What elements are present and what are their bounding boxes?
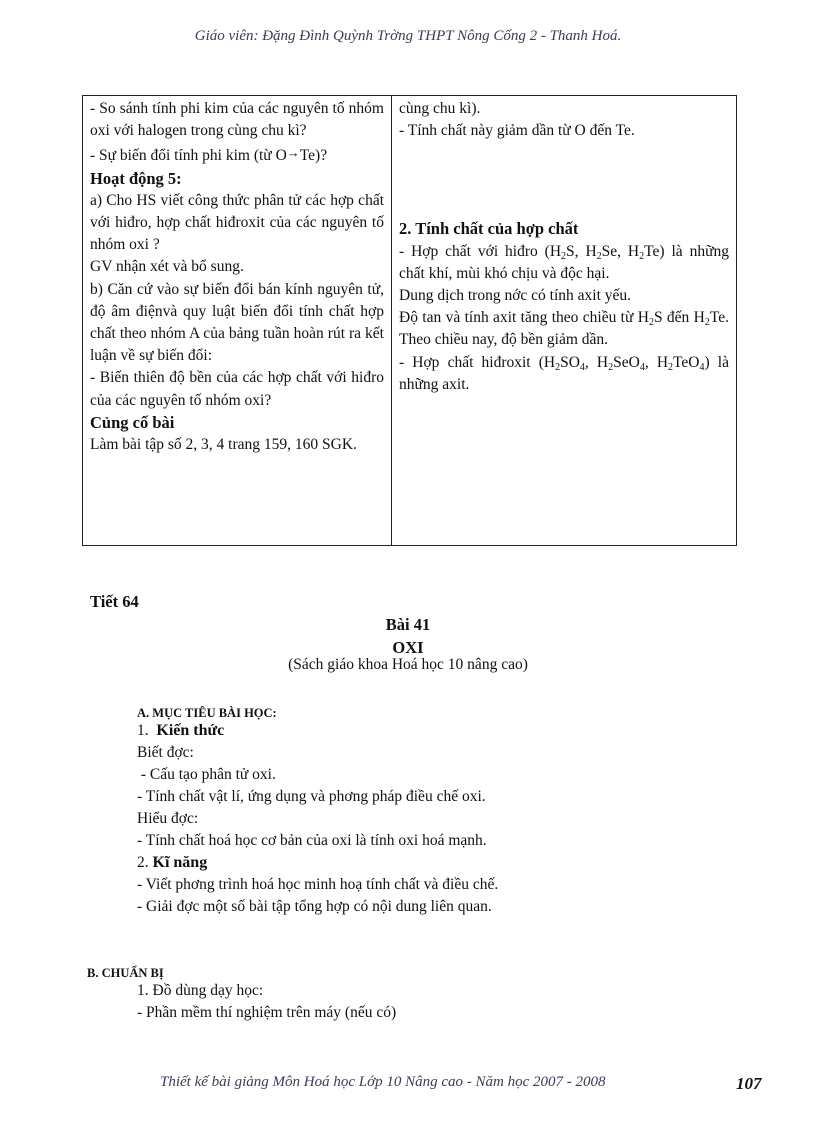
left-p2: - Sự biến đổi tính phi kim (từ O→Te)?	[90, 145, 328, 165]
a-line-3: - Tính chất hoá học cơ bản của oxi là tính oxi hoá mạnh.	[137, 832, 487, 849]
biet-duoc: Biết đợc:	[137, 744, 194, 761]
b-line-2: - Phần mềm thí nghiệm trên máy (nếu có)	[137, 1004, 397, 1021]
cung-co-heading: Củng cố bài	[90, 412, 175, 432]
left-bien: - Biến thiên độ bền của các hợp chất với hiđro của các nguyên tố nhóm oxi?	[90, 369, 384, 409]
section-b-title: B. CHUẨN BỊ	[87, 966, 164, 980]
section-a	[137, 706, 697, 918]
a-line-5: - Giải đợc một số bài tập tổng hợp có nội dung liên quan.	[137, 898, 492, 915]
b-line-1: 1. Đồ dùng dạy học:	[137, 982, 264, 999]
page-number: 107	[736, 1074, 762, 1093]
right-hidroxit: - Hợp chất hiđroxit ($H_2SO_4$, $H_2SeO_4$, $H_2TeO_4$) là những axit.	[399, 353, 729, 393]
a-line-4: - Viết phơng trình hoá học minh hoạ tính chất và điều chế.	[137, 876, 499, 893]
left-lam: Làm bài tập số 2, 3, 4 trang 159, 160 SGK.	[90, 436, 357, 454]
section-a-title: A. MỤC TIÊU BÀI HỌC:	[137, 706, 277, 720]
hoat-dong-5-heading: Hoạt động 5:	[90, 168, 182, 188]
page-footer: Thiết kế bài giảng Môn Hoá học Lớp 10 Nâng cao - Năm học 2007 - 2008	[160, 1074, 606, 1090]
left-b: b) Căn cứ vào sự biến đổi bán kính nguyên tử, độ âm điệnvà quy luật biến đổi tính chất hợp chất theo nhóm A của bảng tuần hoàn rút ra kết luận về sự biến đổi:	[90, 280, 384, 365]
lesson-number: Bài 41	[385, 615, 431, 634]
left-a: a) Cho HS viết công thức phân tử các hợp chất với hiđro, hợp chất hiđroxit của các nguyên tố nhóm oxi ?	[90, 191, 384, 254]
right-r1: cùng chu kì).	[399, 100, 481, 117]
right-hop-chat: - Hợp chất với hiđro ($H_2S$, $H_2Se$, $H_2Te$) là những chất khí, mùi khó chịu và độc hại.	[399, 242, 729, 282]
table-right-column	[392, 96, 736, 545]
ki-nang-heading: 2. Kĩ năng	[137, 854, 208, 871]
left-p1: - So sánh tính phi kim của các nguyên tố nhóm oxi với halogen trong cùng chu kì?	[90, 100, 384, 140]
textbook-reference: (Sách giáo khoa Hoá học 10 nâng cao)	[288, 656, 528, 673]
right-r2: - Tính chất này giảm dần từ O đến Te.	[399, 122, 635, 140]
lesson-title: OXI	[392, 638, 424, 657]
left-gv: GV nhận xét và bổ sung.	[90, 258, 244, 276]
a-line-1: - Cấu tạo phân tử oxi.	[137, 766, 276, 783]
page-header: Giáo viên: Đặng Đình Quỳnh Trờng THPT Nông Cống 2 - Thanh Hoá.	[194, 28, 622, 44]
section-b	[87, 966, 687, 1024]
table-left-column	[83, 96, 392, 545]
kien-thuc-heading: 1. Kiến thức	[137, 722, 225, 739]
tinh-chat-hop-chat-heading: 2. Tính chất của hợp chất	[399, 219, 579, 239]
lesson-table	[82, 95, 737, 546]
arrow-icon: →	[286, 145, 300, 161]
right-dung-dich: Dung dịch trong nớc có tính axit yếu.	[399, 287, 632, 305]
tiet-label: Tiết 64	[90, 592, 139, 611]
a-line-2: - Tính chất vật lí, ứng dụng và phơng pháp điều chế oxi.	[137, 788, 486, 805]
hieu-duoc: Hiểu đợc:	[137, 810, 199, 827]
right-do-tan: Độ tan và tính axit tăng theo chiều từ $H_2S$ đến $H_2Te$. Theo chiều nay, độ bền giảm dần.	[399, 309, 729, 349]
